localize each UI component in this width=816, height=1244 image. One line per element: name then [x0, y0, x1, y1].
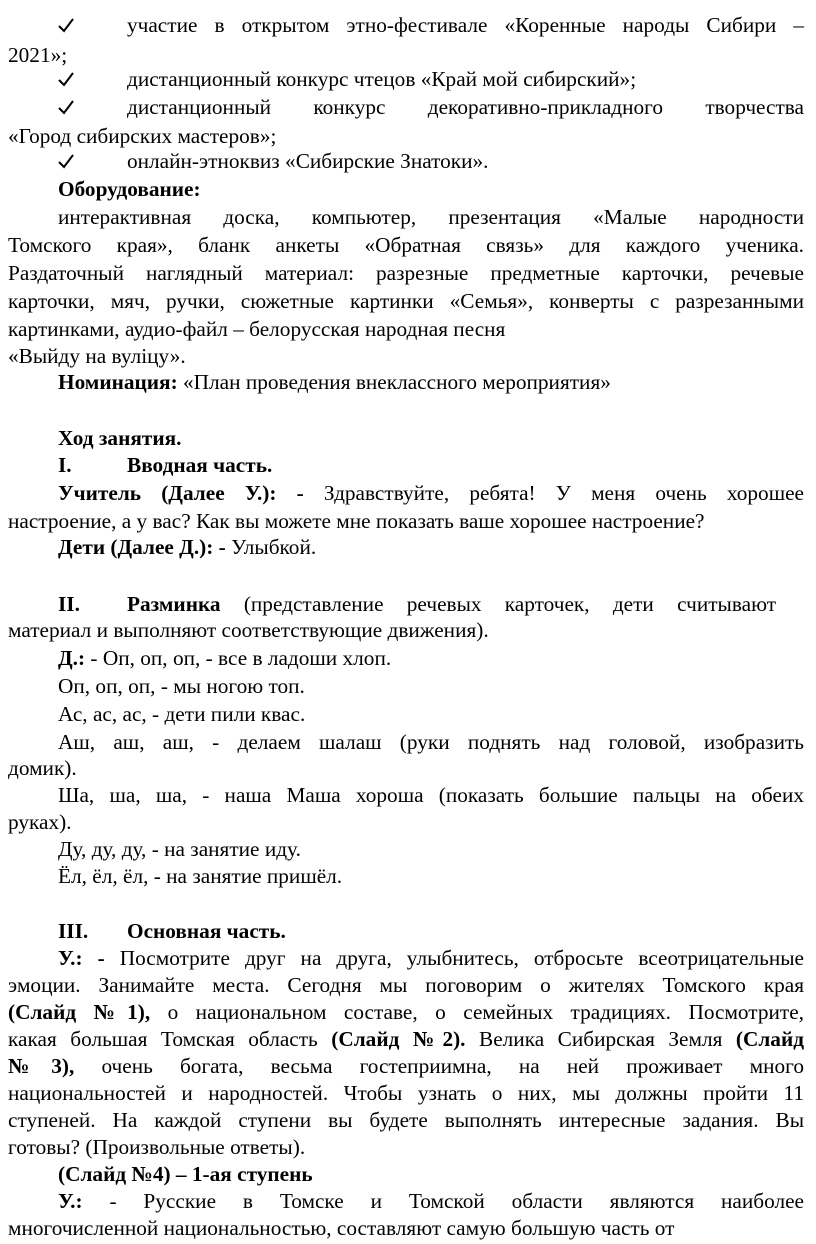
paragraph-line: многочисленной национальностью, составляют самую большую часть от [8, 1216, 675, 1240]
teacher-line: Учитель (Далее У.): - Здравствуйте, ребята! У меня очень хорошее [58, 481, 804, 505]
kids-line: Дети (Далее Д.): - Улыбкой. [58, 535, 317, 559]
rhyme-line: руках). [8, 810, 72, 834]
equipment-line: Раздаточный наглядный материал: разрезные предметные карточки, речевые [8, 261, 804, 285]
kids-label-short: Д.: [58, 646, 86, 670]
rhyme-line: Ша, ша, ша, - наша Маша хороша (показать большие пальцы на обеих [58, 783, 804, 807]
rhyme-line: Ду, ду, ду, - на занятие иду. [58, 837, 301, 861]
nomination [58, 367, 804, 397]
list-item-3: дистанционный конкурс декоративно-прикладного творчества [127, 95, 804, 119]
rhyme-line: Оп, оп, оп, - мы ногою топ. [58, 674, 305, 698]
equipment-heading: Оборудование: [58, 177, 201, 201]
paragraph-line: ступеней. На каждой ступени вы будете выполнять интересные задания. Вы [8, 1108, 804, 1132]
nomination-text: «План проведения внеклассного мероприятия» [177, 370, 611, 394]
section-3-title: Основная часть. [127, 919, 286, 943]
section-2-title: Разминка [127, 592, 221, 616]
slide-ref: (Слайд №1), [8, 1000, 151, 1024]
teacher-label-short: У.: [58, 1189, 83, 1213]
paragraph-line: №3), очень богата, весьма гостеприимна, на ней проживает много [8, 1054, 804, 1078]
slide-ref: №3), [8, 1054, 75, 1078]
slide-ref: (Слайд №2). [331, 1027, 466, 1051]
rhyme-line: Аш, аш, аш, - делаем шалаш (руки поднять над головой, изобразить [58, 730, 804, 754]
list-item-4: онлайн-этноквиз «Сибирские Знатоки». [127, 149, 489, 173]
section-2-desc: материал и выполняют соответствующие движения). [8, 618, 489, 642]
list-item-3-cont: «Город сибирских мастеров»; [8, 124, 277, 148]
equipment-line: «Выйду на вуліцу». [8, 344, 186, 368]
equipment-line: интерактивная доска, компьютер, презентация «Малые народности [58, 205, 804, 229]
section-2-heading: Разминка (представление речевых карточек, дети считывают [127, 592, 776, 616]
paragraph-line: готовы? (Произвольные ответы). [8, 1135, 306, 1159]
equipment-line: карточки, мяч, ручки, сюжетные картинки «Семья», конверты с разрезанными [8, 289, 804, 313]
paragraph-line: эмоции. Занимайте места. Сегодня мы поговорим о жителях Томского края [8, 973, 804, 997]
slide-4-heading: (Слайд №4) – 1-ая ступень [58, 1162, 313, 1186]
list-item-1-cont: 2021»; [8, 43, 68, 67]
teacher-line-cont: настроение, а у вас? Как вы можете мне показать ваше хорошее настроение? [8, 509, 705, 533]
checkmark-icon [58, 92, 88, 122]
paragraph-line: У.: - Русские в Томске и Томской области являются наиболее [58, 1189, 804, 1213]
list-item-2: дистанционный конкурс чтецов «Край мой сибирский»; [127, 67, 637, 91]
teacher-label: Учитель (Далее У.): - [58, 481, 304, 505]
kids-label: Дети (Далее Д.): - [58, 535, 226, 559]
equipment-line: картинками, аудио-файл – белорусская народная песня [8, 317, 506, 341]
slide-ref: (Слайд [735, 1027, 804, 1051]
list-item-1: участие в открытом этно-фестивале «Коренные народы Сибири – [127, 13, 804, 37]
rhyme-line: Ас, ас, ас, - дети пили квас. [58, 702, 306, 726]
rhyme-line: домик). [8, 756, 77, 780]
paragraph-line: какая большая Томская область (Слайд №2). Велика Сибирская Земля (Слайд [8, 1027, 804, 1051]
checkmark-icon [58, 146, 88, 176]
section-1-number: I. [58, 453, 72, 477]
equipment-line: Томского края», бланк анкеты «Обратная связь» для каждого ученика. [8, 233, 804, 257]
section-2-number: II. [58, 592, 80, 616]
teacher-label-short: У.: - [58, 946, 105, 970]
checkmark-icon [58, 64, 88, 94]
rhyme-line: Ёл, ёл, ёл, - на занятие пришёл. [58, 864, 343, 888]
section-1-title: Вводная часть. [127, 453, 273, 477]
paragraph-line: У.: - Посмотрите друг на друга, улыбнитесь, отбросьте всеотрицательные [58, 946, 804, 970]
course-heading: Ход занятия. [58, 426, 182, 450]
checkmark-icon [58, 10, 88, 40]
rhyme-line: Д.: - Оп, оп, оп, - все в ладоши хлоп. [58, 646, 392, 670]
nomination-label: Номинация: [58, 370, 178, 394]
paragraph-line: национальностей и народностей. Чтобы узнать о них, мы должны пройти 11 [8, 1081, 804, 1105]
paragraph-line: (Слайд №1), о национальном составе, о семейных традициях. Посмотрите, [8, 1000, 804, 1024]
section-3-number: III. [58, 919, 89, 943]
